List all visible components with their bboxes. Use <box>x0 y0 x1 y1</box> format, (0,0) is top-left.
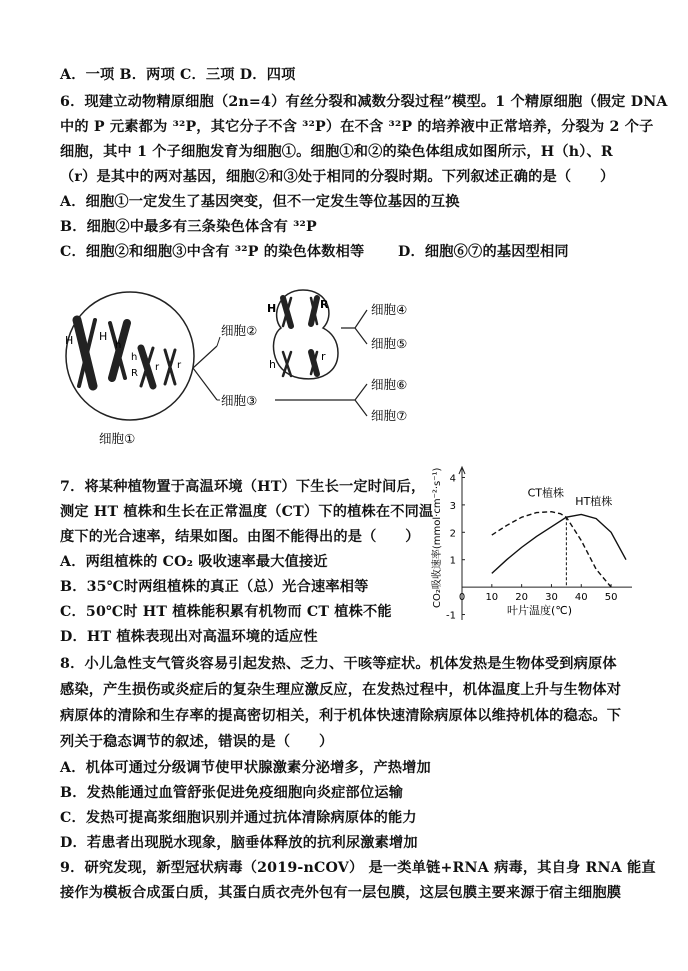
q6-option-b: B．细胞②中最多有三条染色体含有 ³²P <box>60 219 317 235</box>
cell-1-gene-h: h <box>115 340 122 351</box>
y-tick-label: -1 <box>446 610 456 622</box>
cell-2-gene-r: r <box>321 350 326 363</box>
cell-1-gene-H: H <box>65 334 74 347</box>
x-tick-label: 40 <box>574 592 588 604</box>
q8-stem-line-2: 感染，产生损伤或炎症后的复杂生理应激反应，在发热过程中，机体温度上升与生物体对 <box>60 682 622 698</box>
q6-option-d: D．细胞⑥⑦的基因型相同 <box>398 244 569 260</box>
x-tick-label: 0 <box>458 592 466 604</box>
q7-option-a: A．两组植株的 CO₂ 吸收速率最大值接近 <box>60 554 328 570</box>
q6-stem-line-3: 细胞，其中 1 个子细胞发育为细胞①。细胞①和②的染色体组成如图所示，H（h）、R <box>60 144 613 160</box>
q8-stem-line-4: 列关于稳态调节的叙述，错误的是（ ） <box>60 734 334 750</box>
y-tick-label: 4 <box>449 473 456 485</box>
q7-option-b: B．35℃时两组植株的真正（总）光合速率相等 <box>60 579 369 595</box>
q8-option-d: D．若患者出现脱水现象，脑垂体释放的抗利尿激素增加 <box>60 835 418 851</box>
q6-stem-line-1: 6．现建立动物精原细胞（2n=4）有丝分裂和减数分裂过程”模型。1 个精原细胞（假定 DNA <box>60 94 668 110</box>
ht-series-label: HT植株 <box>575 494 613 508</box>
cell-1-gene-h2: h <box>131 352 138 363</box>
cell-2-label: 细胞② <box>221 323 258 338</box>
cell-1-gene-r2: r <box>177 360 182 371</box>
photosynthesis-rate-chart <box>412 462 638 640</box>
cell-1-gene-r: r <box>155 362 160 373</box>
x-tick-label: 10 <box>485 592 499 604</box>
cell-2-chromosomes <box>283 298 317 376</box>
cell-1-gene-H2: H <box>99 330 108 343</box>
ht-series-line <box>492 514 626 573</box>
q8-stem-line-1: 8．小儿急性支气管炎容易引起发热、乏力、干咳等症状。机体发热是生物体受到病原体 <box>60 656 617 672</box>
cell-2-gene-R: R <box>320 298 329 311</box>
q5-options: A．一项 B．两项 C．三项 D．四项 <box>60 67 296 83</box>
x-tick-label: 30 <box>545 592 558 604</box>
cell-1-chromosomes <box>77 320 175 386</box>
q7-option-c: C．50℃时 HT 植株能积累有机物而 CT 植株不能 <box>60 604 392 620</box>
q7-stem-line-1: 7．将某种植物置于高温环境（HT）下生长一定时间后， <box>60 479 426 495</box>
q9-stem-line-1: 9．研究发现，新型冠状病毒（2019-nCOV） 是一类单链+RNA 病毒，其自身 RNA 能直 <box>60 860 656 876</box>
cell-1-gene-R: R <box>131 368 138 379</box>
q8-option-b: B．发热能通过血管舒张促进免疫细胞向炎症部位运输 <box>60 785 404 801</box>
cell-division-figure <box>55 268 495 448</box>
ct-series-line <box>492 512 611 587</box>
q8-option-c: C．发热可提高浆细胞识别并通过抗体清除病原体的能力 <box>60 810 417 826</box>
cell-2-gene-h: h <box>269 358 276 371</box>
q8-option-a: A．机体可通过分级调节使甲状腺激素分泌增多，产热增加 <box>60 760 431 776</box>
cell-6-label: 细胞⑥ <box>371 377 408 392</box>
q9-stem-line-2: 接作为模板合成蛋白质，其蛋白质衣壳外包有一层包膜，这层包膜主要来源于宿主细胞膜 <box>60 885 622 901</box>
y-tick-label: 3 <box>449 500 456 512</box>
y-tick-label: 2 <box>449 528 456 540</box>
q7-option-d: D．HT 植株表现出对高温环境的适应性 <box>60 629 318 645</box>
x-axis-label: 叶片温度(℃) <box>507 604 572 618</box>
y-tick-label: 1 <box>449 555 456 567</box>
cell-5-label: 细胞⑤ <box>371 336 408 351</box>
cell-7-label: 细胞⑦ <box>371 408 408 423</box>
q8-stem-line-3: 病原体的清除和生存率的提高密切相关，利于机体快速清除病原体以维持机体的稳态。下 <box>60 708 622 724</box>
arrow-to-cell2 <box>217 337 220 346</box>
q7-stem-line-3: 度下的光合速率，结果如图。由图不能得出的是（ ） <box>60 529 420 545</box>
x-tick-label: 20 <box>515 592 529 604</box>
q6-stem-line-4: （r）是其中的两对基因，细胞②和③处于相同的分裂时期。下列叙述正确的是（ ） <box>60 169 615 185</box>
cell-1-label: 细胞① <box>99 431 136 446</box>
q6-stem-line-2: 中的 P 元素都为 ³²P，其它分子不含 ³²P）在不含 ³²P 的培养液中正常培养，分裂为 2 个子 <box>60 119 654 135</box>
ct-series-label: CT植株 <box>527 486 565 500</box>
y-axis-label: CO₂吸收速率(mmol·cm⁻²·s⁻¹) <box>432 467 443 608</box>
x-tick-label: 50 <box>604 592 618 604</box>
q7-stem-line-2: 测定 HT 植株和生长在正常温度（CT）下的植株在不同温 <box>60 504 434 520</box>
cell-4-label: 细胞④ <box>371 302 408 317</box>
q6-option-a: A．细胞①一定发生了基因突变，但不一定发生等位基因的互换 <box>60 194 460 210</box>
cell-2-gene-H: H <box>267 302 277 315</box>
q6-option-c: C．细胞②和细胞③中含有 ³²P 的染色体数相等 <box>60 244 365 260</box>
cell-3-label: 细胞③ <box>221 393 258 408</box>
